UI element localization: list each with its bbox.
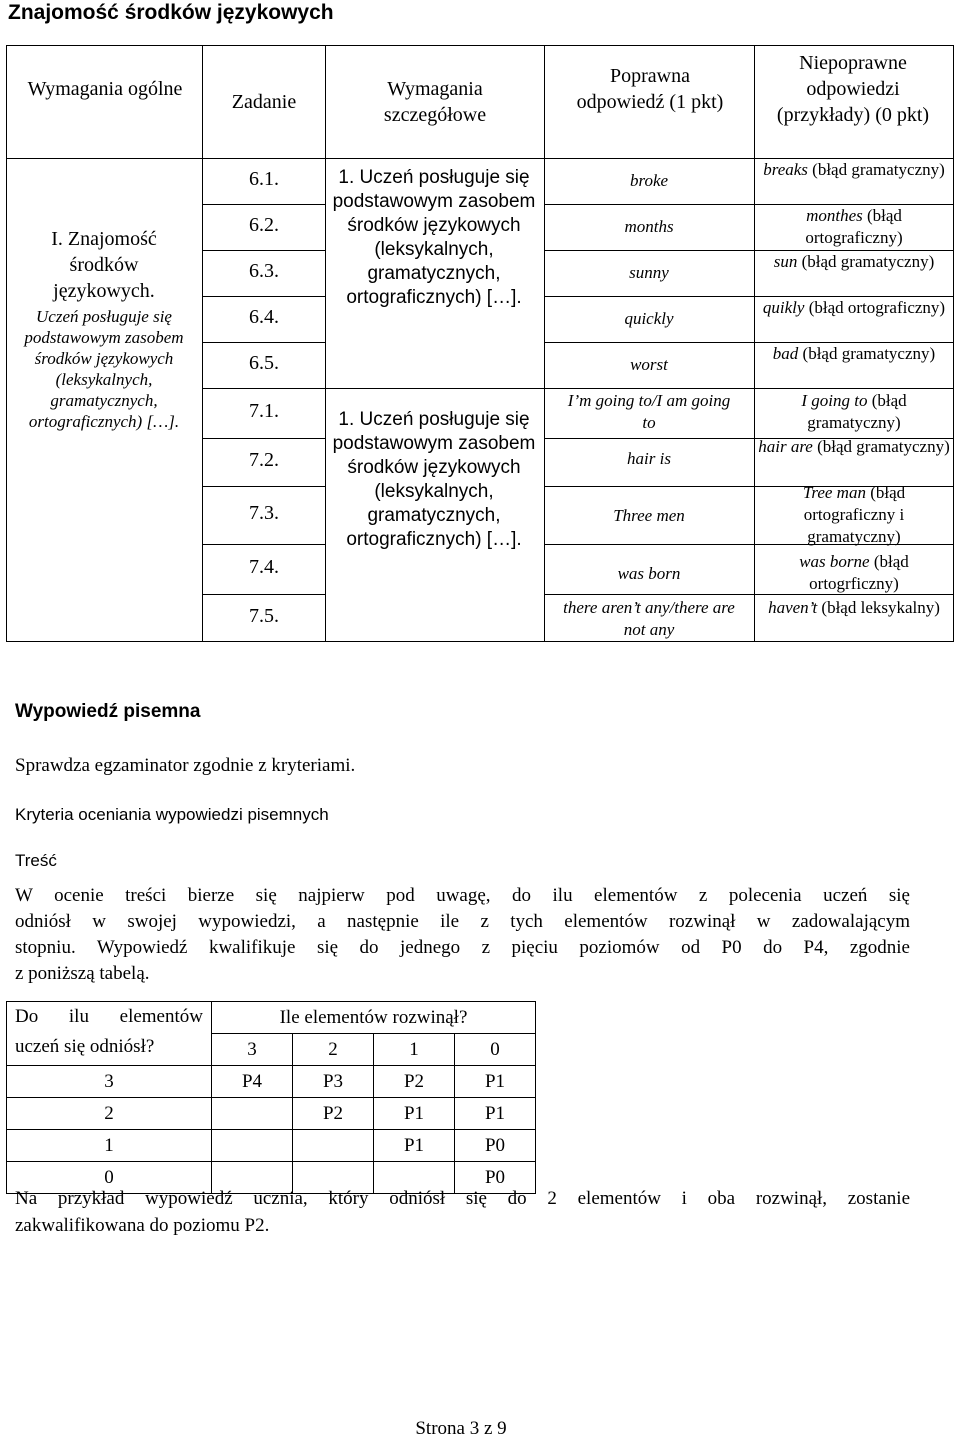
task-number: 7.3. <box>249 502 279 524</box>
scoring-table <box>6 1001 536 1194</box>
general-requirement-title: I. Znajomość środków językowych. <box>51 228 157 302</box>
col-label: 2 <box>293 1034 374 1066</box>
paragraph-line: W ocenie treści bierze się najpierw pod uwagę, do ilu elementów z polecenia uczeń się <box>15 885 910 906</box>
detailed-requirement: 1. Uczeń posługuje się podstawowym zasobem środków językowych (leksykalnych, gramatycznych, ortograficznych) […]. <box>332 167 536 308</box>
correct-answer: hair is <box>627 449 671 468</box>
col-label: 0 <box>455 1034 536 1066</box>
row-label: 0 <box>7 1162 212 1194</box>
header-task: Zadanie <box>231 91 297 113</box>
correct-answer: I’m going to/I am going to <box>567 391 731 432</box>
paragraph-line: zakwalifikowana do poziomu P2. <box>15 1215 270 1236</box>
incorrect-example: Tree man (błąd ortograficzny i gramatyczny) <box>802 483 906 546</box>
score-cell <box>293 1130 374 1162</box>
row-label: 2 <box>7 1098 212 1130</box>
score-cell: P1 <box>455 1098 536 1130</box>
incorrect-example: bad (błąd gramatyczny) <box>772 344 936 363</box>
row-header-line: uczeń się odniósł? <box>15 1036 155 1057</box>
incorrect-example: hair are (błąd gramatyczny) <box>758 437 950 456</box>
detailed-requirement: 1. Uczeń posługuje się podstawowym zasobem środków językowych (leksykalnych, gramatycznych, ortograficznych) […]. <box>332 409 536 550</box>
score-cell: P2 <box>293 1098 374 1130</box>
criteria-heading: Kryteria oceniania wypowiedzi pisemnych <box>15 805 329 824</box>
task-number: 7.2. <box>249 449 279 471</box>
task-number: 7.5. <box>249 605 279 627</box>
score-cell <box>212 1130 293 1162</box>
tresc-paragraph <box>15 883 910 987</box>
tresc-label: Treść <box>15 851 57 870</box>
task-number: 6.5. <box>249 352 279 374</box>
section-heading: Wypowiedź pisemna <box>15 701 201 722</box>
incorrect-example: was borne (błąd ortogrficzny) <box>799 552 909 593</box>
page-title: Znajomość środków językowych <box>8 1 334 24</box>
paragraph-line: odniósł w swojej wypowiedzi, a następnie ile z tych elementów rozwinął w zadowalającym <box>15 911 910 932</box>
row-header-cell <box>7 1002 212 1066</box>
correct-answer: worst <box>630 355 668 374</box>
paragraph-line: z poniższą tabelą. <box>15 963 150 984</box>
score-cell: P4 <box>212 1066 293 1098</box>
correct-answer: broke <box>629 171 669 190</box>
correct-answer: sunny <box>629 263 669 282</box>
col-header: Ile elementów rozwinął? <box>212 1002 536 1034</box>
row-label: 1 <box>7 1130 212 1162</box>
row-header-line: Do ilu elementów <box>15 1006 203 1027</box>
header-general-requirements: Wymagania ogólne <box>27 78 183 100</box>
score-cell: P1 <box>455 1066 536 1098</box>
task-number: 7.1. <box>249 400 279 422</box>
correct-answer: there aren’t any/there are not any <box>563 598 735 639</box>
correct-answer: was born <box>617 564 681 583</box>
score-cell: P0 <box>455 1130 536 1162</box>
incorrect-example: breaks (błąd gramatyczny) <box>763 160 945 179</box>
task-number: 6.2. <box>249 214 279 236</box>
general-requirement-body: Uczeń posługuje się podstawowym zasobem środków językowych (leksykalnych, gramatycznych, ortograficznych) […]. <box>24 307 184 431</box>
header-detailed-requirements: Wymagania szczegółowe <box>383 78 487 126</box>
paragraph-line: stopniu. Wypowiedź kwalifikuje się do jednego z pięciu poziomów od P0 do P4, zgodnie <box>15 937 910 958</box>
incorrect-example: monthes (błąd ortograficzny) <box>805 206 903 247</box>
incorrect-example: I going to (błąd gramatyczny) <box>801 391 907 432</box>
score-cell: P1 <box>374 1098 455 1130</box>
score-cell: P2 <box>374 1066 455 1098</box>
section-intro: Sprawdza egzaminator zgodnie z kryteriami. <box>15 755 356 776</box>
col-label: 3 <box>212 1034 293 1066</box>
row-label: 3 <box>7 1066 212 1098</box>
example-paragraph <box>15 1185 910 1239</box>
task-number: 7.4. <box>249 556 279 578</box>
correct-answer: Three men <box>613 506 685 525</box>
correct-answer: quickly <box>624 309 674 328</box>
task-number: 6.4. <box>249 306 279 328</box>
score-cell: P1 <box>374 1130 455 1162</box>
score-cell: P0 <box>455 1162 536 1194</box>
score-cell: P3 <box>293 1066 374 1098</box>
incorrect-example: sun (błąd gramatyczny) <box>773 252 935 271</box>
page-number: Strona 3 z 9 <box>415 1418 507 1439</box>
incorrect-example: haven’t (błąd leksykalny) <box>768 598 940 617</box>
task-number: 6.3. <box>249 260 279 282</box>
paragraph-line: Na przykład wypowiedź ucznia, który odniósł się do 2 elementów i oba rozwinął, zostanie <box>15 1188 910 1209</box>
header-incorrect-answers: Niepoprawne odpowiedzi (przykłady) (0 pkt) <box>776 52 930 126</box>
score-cell <box>212 1098 293 1130</box>
incorrect-example: quikly (błąd ortograficzny) <box>762 298 946 317</box>
task-number: 6.1. <box>249 168 279 190</box>
correct-answer: months <box>624 217 674 236</box>
col-label: 1 <box>374 1034 455 1066</box>
header-correct-answer: Poprawna odpowiedź (1 pkt) <box>576 65 724 113</box>
